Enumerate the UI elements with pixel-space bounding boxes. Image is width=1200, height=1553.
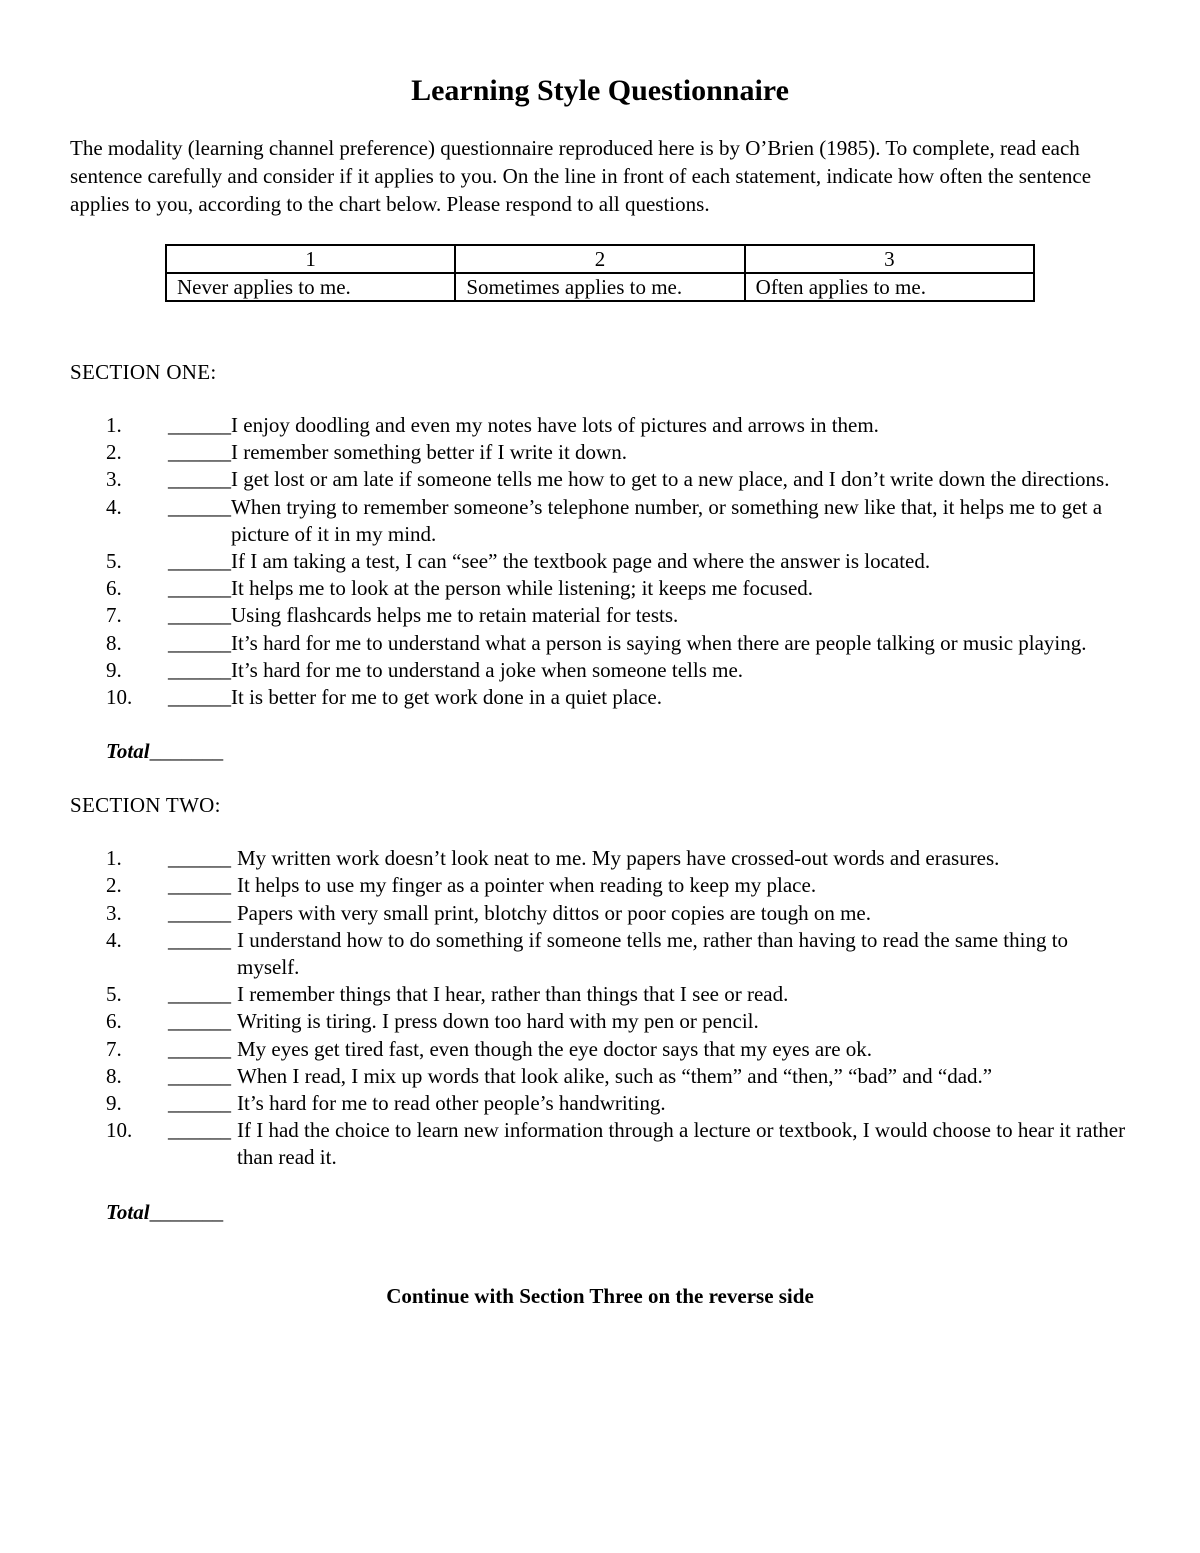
list-item (70, 845, 1130, 872)
rating-scale-label-3: Often applies to me. (745, 273, 1034, 301)
list-item (70, 602, 1130, 629)
question-text: When I read, I mix up words that look alike, such as “them” and “then,” “bad” and “dad.” (237, 1063, 993, 1088)
rating-scale-header-row (166, 245, 1034, 273)
question-text: Writing is tiring. I press down too hard with my pen or pencil. (237, 1009, 759, 1034)
answer-blank[interactable]: ______ (168, 873, 231, 898)
question-text: If I am taking a test, I can “see” the textbook page and where the answer is located. (231, 549, 931, 574)
rating-scale-label-1: Never applies to me. (166, 273, 455, 301)
question-number: 7. (106, 1036, 122, 1061)
answer-blank[interactable]: ______ (168, 630, 231, 655)
question-text: I get lost or am late if someone tells me how to get to a new place, and I don’t write down the directions. (231, 467, 1110, 492)
answer-blank[interactable]: ______ (168, 440, 231, 465)
question-number: 2. (106, 440, 122, 465)
list-item (70, 900, 1130, 927)
total-blank[interactable]: _______ (149, 739, 224, 764)
question-number: 4. (106, 494, 122, 519)
question-number: 8. (106, 630, 122, 655)
list-item (70, 981, 1130, 1008)
question-text: When trying to remember someone’s telephone number, or something new like that, it helps me to get a picture of it in my mind. (231, 494, 1103, 546)
answer-blank[interactable]: ______ (168, 603, 231, 628)
rating-scale-label-row (166, 273, 1034, 301)
answer-blank[interactable]: ______ (168, 657, 231, 682)
question-number: 6. (106, 576, 122, 601)
question-number: 7. (106, 603, 122, 628)
rating-scale-header-2: 2 (455, 245, 744, 273)
answer-blank[interactable]: ______ (168, 1118, 231, 1143)
list-item (70, 548, 1130, 575)
section-one-total (106, 737, 1130, 765)
question-number: 8. (106, 1063, 122, 1088)
question-number: 5. (106, 982, 122, 1007)
question-number: 10. (106, 1118, 133, 1143)
question-number: 3. (106, 467, 122, 492)
section-one-heading: SECTION ONE: (70, 360, 217, 384)
question-number: 6. (106, 1009, 122, 1034)
total-label: Total (106, 739, 150, 764)
rating-scale-label-2: Sometimes applies to me. (455, 273, 744, 301)
continue-note: Continue with Section Three on the reverse side (386, 1283, 814, 1308)
answer-blank[interactable]: ______ (168, 685, 231, 710)
question-text: Papers with very small print, blotchy dittos or poor copies are tough on me. (237, 900, 871, 925)
answer-blank[interactable]: ______ (168, 1091, 231, 1116)
question-text: I remember things that I hear, rather than things that I see or read. (237, 982, 789, 1007)
answer-blank[interactable]: ______ (168, 549, 231, 574)
question-number: 9. (106, 657, 122, 682)
question-text: If I had the choice to learn new information through a lecture or textbook, I would choose to hear it rather than read it. (237, 1118, 1126, 1170)
question-text: It helps me to look at the person while listening; it keeps me focused. (231, 576, 814, 601)
answer-blank[interactable]: ______ (168, 1063, 231, 1088)
answer-blank[interactable]: ______ (168, 1009, 231, 1034)
total-blank[interactable]: _______ (149, 1199, 224, 1224)
section-two-list (70, 845, 1130, 1171)
total-label: Total (106, 1199, 150, 1224)
question-number: 1. (106, 413, 122, 437)
question-number: 5. (106, 549, 122, 574)
list-item (70, 1117, 1130, 1171)
intro-paragraph: The modality (learning channel preference) questionnaire reproduced here is by O’Brien (1985). To complete, read each sentence carefully and consider if it applies to you. On the line in front of each statement, indicate how often the sentence applies to you, according to the chart below. Please respond to all questions. (70, 136, 1092, 216)
question-number: 1. (106, 846, 122, 871)
question-number: 10. (106, 685, 133, 710)
list-item (70, 657, 1130, 684)
question-text: It’s hard for me to understand what a person is saying when there are people talking or music playing. (231, 630, 1087, 655)
question-number: 4. (106, 927, 122, 952)
list-item (70, 630, 1130, 657)
list-item (70, 1008, 1130, 1035)
question-text: My eyes get tired fast, even though the eye doctor says that my eyes are ok. (237, 1036, 873, 1061)
question-number: 3. (106, 900, 122, 925)
answer-blank[interactable]: ______ (168, 467, 231, 492)
list-item (70, 1090, 1130, 1117)
page-title: Learning Style Questionnaire (411, 74, 789, 107)
answer-blank[interactable]: ______ (168, 900, 231, 925)
question-text: I remember something better if I write it down. (231, 440, 627, 465)
section-two-heading: SECTION TWO: (70, 793, 221, 818)
list-item (70, 1063, 1130, 1090)
question-text: It helps to use my finger as a pointer when reading to keep my place. (237, 873, 817, 898)
rating-scale-header-3: 3 (745, 245, 1034, 273)
answer-blank[interactable]: ______ (168, 576, 231, 601)
question-number: 2. (106, 873, 122, 898)
answer-blank[interactable]: ______ (168, 982, 231, 1007)
question-text: It is better for me to get work done in a quiet place. (231, 685, 662, 710)
list-item (70, 872, 1130, 899)
section-two-total (106, 1198, 1130, 1226)
list-item (70, 439, 1130, 466)
answer-blank[interactable]: ______ (168, 1036, 231, 1061)
question-text: I enjoy doodling and even my notes have lots of pictures and arrows in them. (231, 413, 879, 437)
list-item (70, 466, 1130, 493)
question-text: It’s hard for me to understand a joke when someone tells me. (231, 657, 744, 682)
list-item (70, 412, 1130, 439)
rating-scale-header-1: 1 (166, 245, 455, 273)
list-item (70, 684, 1130, 711)
answer-blank[interactable]: ______ (168, 413, 231, 437)
list-item (70, 575, 1130, 602)
section-one-list (70, 412, 1130, 711)
list-item (70, 1036, 1130, 1063)
answer-blank[interactable]: ______ (168, 494, 231, 519)
answer-blank[interactable]: ______ (168, 846, 231, 871)
question-text: Using flashcards helps me to retain material for tests. (231, 603, 679, 628)
answer-blank[interactable]: ______ (168, 927, 231, 952)
list-item (70, 494, 1130, 548)
question-text: It’s hard for me to read other people’s handwriting. (237, 1091, 666, 1116)
question-text: I understand how to do something if someone tells me, rather than having to read the same thing to myself. (237, 927, 1069, 980)
question-number: 9. (106, 1091, 122, 1116)
rating-scale-table (165, 244, 1035, 302)
list-item (70, 927, 1130, 981)
question-text: My written work doesn’t look neat to me. My papers have crossed-out words and erasures. (237, 846, 1000, 871)
